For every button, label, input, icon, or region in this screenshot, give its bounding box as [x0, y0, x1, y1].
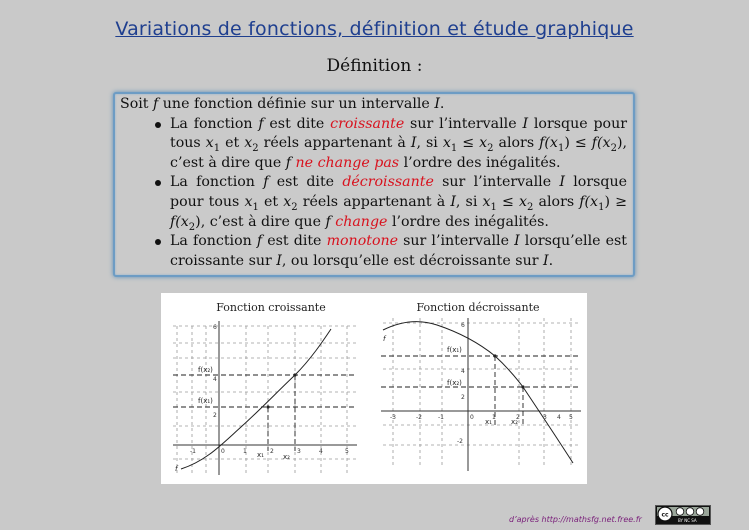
svg-text:4: 4	[461, 368, 465, 375]
term-decroissante: décroissante	[342, 174, 434, 191]
term-monotone: monotone	[326, 233, 399, 250]
svg-text:3: 3	[543, 414, 547, 421]
right-guides	[381, 356, 581, 425]
svg-text:6: 6	[461, 322, 465, 329]
right-fx2-label: f(x₂)	[447, 379, 462, 387]
svg-text:2: 2	[516, 414, 520, 421]
svg-text:-2: -2	[416, 414, 422, 421]
svg-text:4: 4	[557, 414, 561, 421]
svg-text:5: 5	[569, 414, 573, 421]
right-graph-title: Fonction décroissante	[416, 301, 540, 314]
left-fx2-label: f(x₂)	[198, 366, 213, 374]
right-graph	[381, 301, 581, 471]
left-graph-title: Fonction croissante	[216, 301, 326, 314]
left-tick-labels	[190, 324, 349, 455]
cc-license-badge	[655, 505, 711, 525]
graphs-svg	[161, 293, 587, 484]
svg-text:cc: cc	[661, 511, 669, 519]
right-point-1	[493, 354, 496, 357]
right-grid	[383, 318, 579, 465]
svg-text:BY NC SA: BY NC SA	[678, 518, 697, 523]
source-credit: d’après http://mathsfg.net.free.fr	[509, 515, 642, 524]
left-fx1-label: f(x₁)	[198, 397, 213, 405]
definition-heading: Définition :	[326, 56, 423, 76]
svg-text:2: 2	[213, 412, 217, 419]
term-change: change	[335, 213, 388, 230]
right-f-label: f	[383, 335, 386, 343]
svg-text:3: 3	[297, 448, 301, 455]
right-annotations	[383, 335, 518, 426]
right-fx1-label: f(x₁)	[447, 346, 462, 354]
graphs-figure	[161, 293, 587, 484]
left-x2-label: x₂	[283, 453, 290, 461]
svg-text:-1: -1	[190, 448, 196, 455]
definition-monotone: La fonction f est dite monotone sur l’intervalle I lorsqu’elle est croissante sur I, ou lorsqu’elle est décroissante sur I.	[170, 232, 627, 271]
svg-text:0: 0	[221, 448, 225, 455]
term-croissante: croissante	[330, 115, 405, 132]
left-guides	[173, 375, 357, 451]
definition-list	[120, 115, 627, 272]
right-x2-label: x₂	[511, 418, 518, 426]
left-x1-label: x₁	[257, 451, 264, 459]
svg-text:5: 5	[345, 448, 349, 455]
term-ne-change-pas: ne change pas	[295, 154, 400, 171]
right-curve	[383, 322, 573, 463]
svg-text:6: 6	[213, 324, 217, 331]
svg-text:-3: -3	[390, 414, 396, 421]
svg-text:2: 2	[461, 394, 465, 401]
right-point-2	[521, 385, 524, 388]
left-f-label: f	[175, 465, 178, 473]
page-title: Variations de fonctions, définition et étude graphique	[115, 18, 634, 40]
left-graph	[173, 301, 357, 475]
left-point-1	[266, 405, 269, 408]
left-point-2	[293, 373, 296, 376]
definition-intro: Soit f une fonction définie sur un intervalle I.	[120, 96, 445, 112]
svg-text:1: 1	[492, 414, 496, 421]
svg-text:4: 4	[213, 376, 217, 383]
svg-text:4: 4	[319, 448, 323, 455]
svg-text:0: 0	[470, 414, 474, 421]
cc-license-icon	[656, 506, 710, 524]
svg-text:1: 1	[243, 448, 247, 455]
svg-text:-2: -2	[457, 438, 463, 445]
definition-decreasing: La fonction f est dite décroissante sur l’intervalle I lorsque pour tous $x_1$ et $x_2$ réels appartenant à I, si $x_1 \le x_2$ alors $f(x_1) \ge f(x_2)$, c’est à dire que f change l’ordre des inégalités.	[170, 174, 627, 233]
svg-text:2: 2	[270, 448, 274, 455]
right-x1-label: x₁	[485, 418, 492, 426]
definition-increasing: La fonction f est dite croissante sur l’intervalle I lorsque pour tous $x_1$ et $x_2$ réels appartenant à I, si $x_1 \le x_2$ alors $f(x_1) \le f(x_2)$, c’est à dire que f ne change pas l’ordre des inégalités.	[170, 115, 627, 174]
right-tick-labels	[390, 322, 573, 445]
svg-text:-1: -1	[438, 414, 444, 421]
definition-box	[113, 92, 635, 277]
right-axes	[381, 318, 581, 471]
